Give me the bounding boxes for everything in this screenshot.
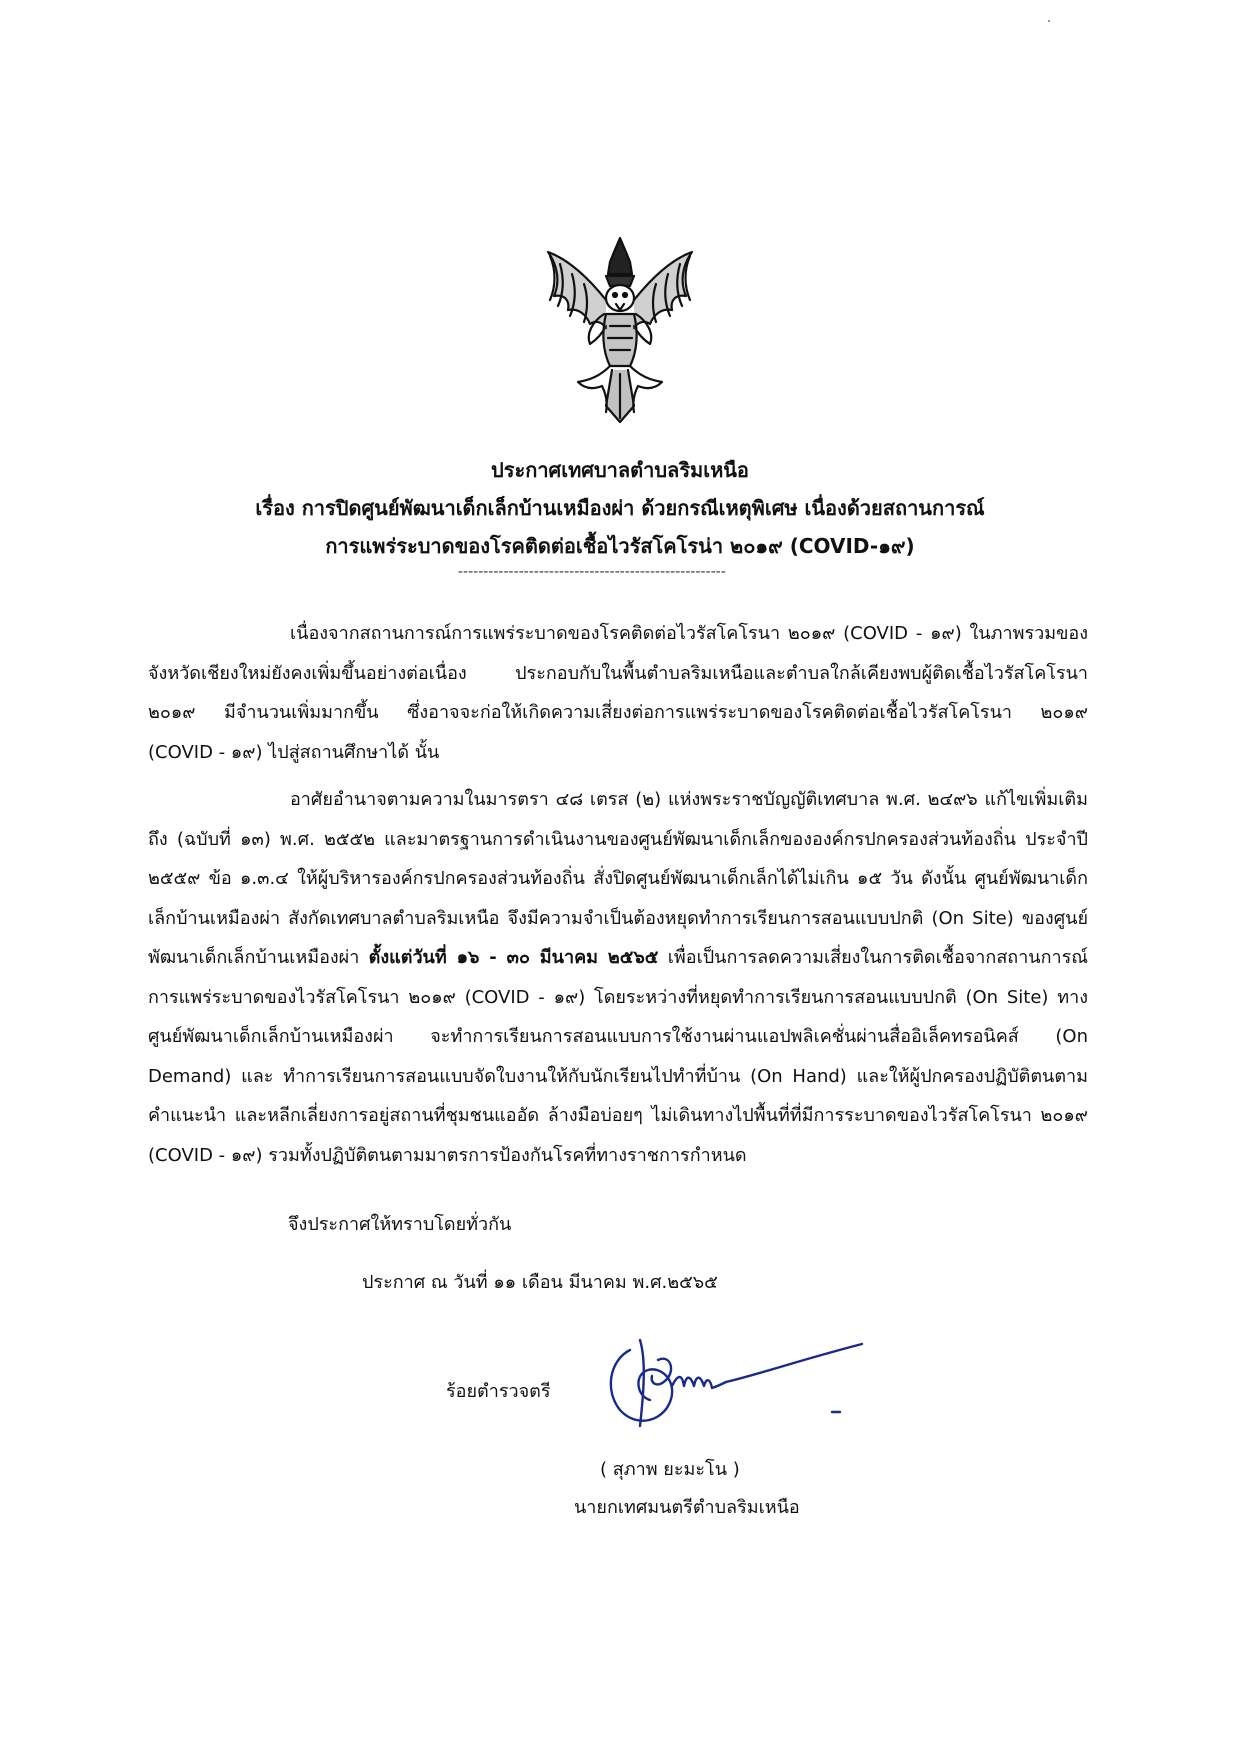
announcement-title: ประกาศเทศบาลตำบลริมเหนือ xyxy=(491,458,749,482)
subject-line-continued: การแพร่ระบาดของโรคติดต่อเชื้อไวรัสโคโรน่า ๒๐๑๙ (COVID-๑๙) xyxy=(325,534,915,558)
closing-announcement: จึงประกาศให้ทราบโดยทั่วกัน xyxy=(288,1214,512,1235)
paragraph-authority-text: อาศัยอำนาจตามความในมารตรา ๔๘ เตรส (๒) แห่งพระราชบัญญัติเทศบาล พ.ศ. ๒๔๙๖ แก้ไขเพิ่มเติมถึง (ฉบับที่ ๑๓) พ.ศ. ๒๕๕๒ และมาตรฐานการดำเนินงานของศูนย์พัฒนาเด็กเล็กขององค์กรปกครองส่วนท้องถิ่น ประจำปี ๒๕๕๙ ข้อ ๑.๓.๔ ให้ผู้บริหารองค์กรปกครองส่วนท้องถิ่น สั่งปิดศูนย์พัฒนาเด็กเล็กได้ไม่เกิน ๑๕ วัน ดังนั้น ศูนย์พัฒนาเด็กเล็กบ้านเหมืองผ่า สังกัดเทศบาลตำบลริมเหนือ จึงมีความจำเป็นต้องหยุดทำการเรียนการสอนแบบปกติ (On Site) ของศูนย์พัฒนาเด็กเล็กบ้านเหมืองผ่า xyxy=(148,789,1088,968)
garuda-emblem-icon xyxy=(530,230,710,430)
subject-line: เรื่อง การปิดศูนย์พัฒนาเด็กเล็กบ้านเหมืองผ่า ด้วยกรณีเหตุพิเศษ เนื่องด้วยสถานการณ์ xyxy=(255,496,985,520)
scan-speck xyxy=(1048,20,1050,22)
announcement-dateline: ประกาศ ณ วันที่ ๑๑ เดือน มีนาคม พ.ศ.๒๕๖๕ xyxy=(362,1272,718,1293)
paragraph-authority xyxy=(148,780,1088,1175)
paragraph-situation-text: เนื่องจากสถานการณ์การแพร่ระบาดของโรคติดต่อไวรัสโคโรนา ๒๐๑๙ (COVID - ๑๙) ในภาพรวมของจังหวัดเชียงใหม่ยังคงเพิ่มขึ้นอย่างต่อเนื่อง ประกอบกับในพื้นตำบลริมเหนือและตำบลใกล้เคียงพบผู้ติดเชื้อไวรัสโคโรนา ๒๐๑๙ มีจำนวนเพิ่มมากขึ้น ซึ่งอาจจะก่อให้เกิดความเสี่ยงต่อการแพร่ระบาดของโรคติดต่อเชื้อไวรัสโคโรนา ๒๐๑๙ (COVID - ๑๙) ไปสู่สถานศึกษาได้ นั้น xyxy=(148,623,1088,763)
paragraph-situation xyxy=(148,614,1088,772)
closure-dates: ตั้งแต่วันที่ ๑๖ - ๓๐ มีนาคม ๒๕๖๕ xyxy=(368,947,659,968)
signer-position: นายกเทศมนตรีตำบลริมเหนือ xyxy=(574,1497,800,1518)
signer-rank: ร้อยตำรวจตรี xyxy=(446,1381,551,1402)
signer-name: ( สุภาพ ยะมะโน ) xyxy=(600,1459,740,1480)
paragraph-authority-text-continued: เพื่อเป็นการลดความเสี่ยงในการติดเชื้อจากสถานการณ์การแพร่ระบาดของไวรัสโคโรนา ๒๐๑๙ (COVID - ๑๙) โดยระหว่างที่หยุดทำการเรียนการสอนแบบปกติ (On Site) ทางศูนย์พัฒนาเด็กเล็กบ้านเหมืองผ่า จะทำการเรียนการสอนแบบการใช้งานผ่านแอปพลิเคชั่นผ่านสื่ออิเล็คทรอนิคส์ (On Demand) และ ทำการเรียนการสอนแบบจัดใบงานให้กับนักเรียนไปทำที่บ้าน (On Hand) และให้ผู้ปกครองปฏิบัติตนตามคำแนะนำ และหลีกเลี่ยงการอยู่สถานที่ชุมชนแออัด ล้างมือบ่อยๆ ไม่เดินทางไปพื้นที่ที่มีการระบาดของไวรัสโคโรนา ๒๐๑๙ (COVID - ๑๙) รวมทั้งปฏิบัติตนตามมาตรการป้องกันโรคที่ทางราชการกำหนด xyxy=(148,947,1088,1166)
title-divider: ----------------------------------------------------- xyxy=(458,564,726,580)
handwritten-signature xyxy=(600,1330,880,1440)
